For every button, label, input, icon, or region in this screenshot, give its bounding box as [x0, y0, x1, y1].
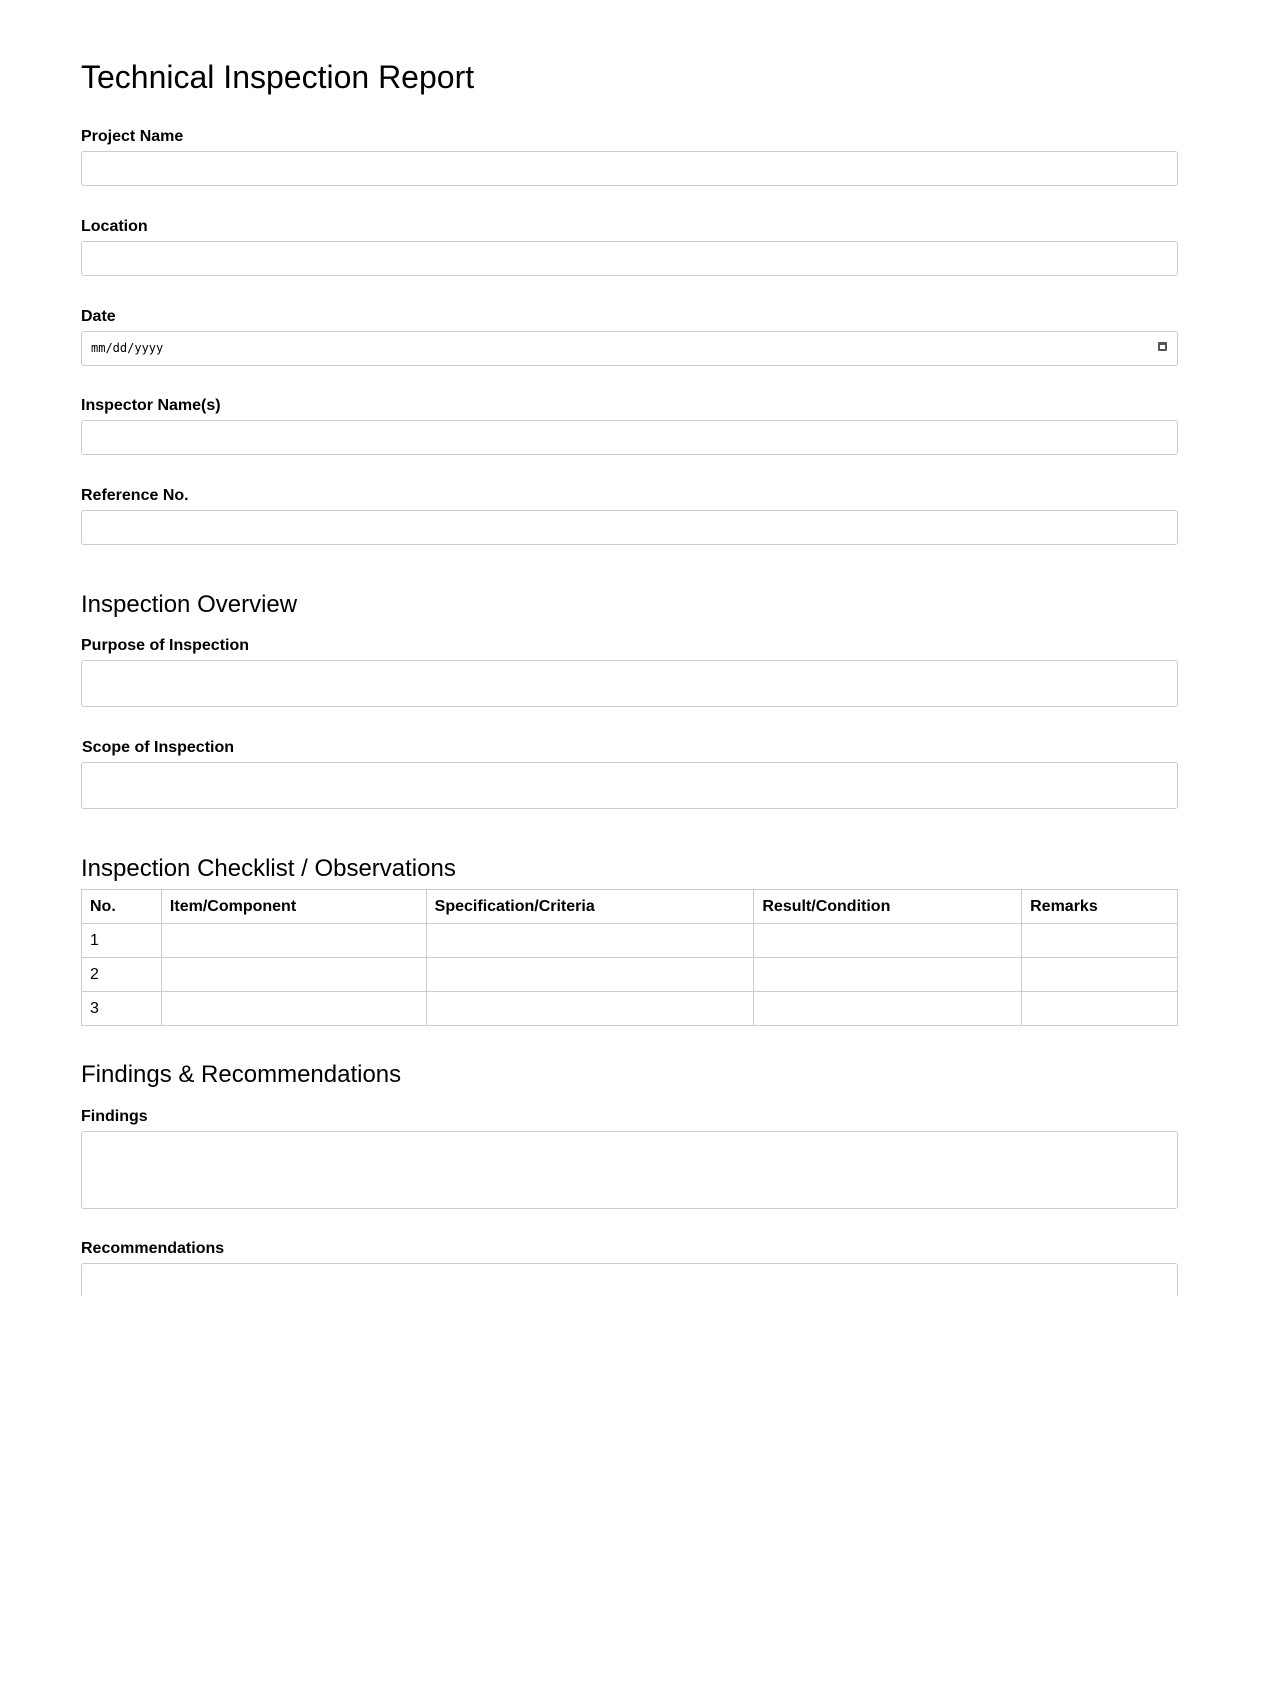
column-header: Item/Component — [161, 890, 426, 924]
reference-label: Reference No. — [81, 487, 189, 504]
findings-textarea[interactable] — [81, 1131, 1178, 1209]
calendar-icon[interactable] — [1158, 342, 1167, 351]
table-cell[interactable] — [1022, 924, 1178, 958]
reference-no-input[interactable] — [81, 510, 1178, 545]
recommendations-textarea[interactable] — [81, 1263, 1178, 1296]
findings-heading: Findings & Recommendations — [81, 1061, 402, 1088]
table-header-row — [82, 890, 1178, 924]
checklist-table — [81, 889, 1178, 1026]
page-title: Technical Inspection Report — [81, 59, 475, 95]
table-cell[interactable] — [426, 992, 754, 1026]
purpose-label: Purpose of Inspection — [81, 637, 250, 654]
row-number: 3 — [82, 992, 162, 1026]
table-cell[interactable] — [754, 958, 1022, 992]
inspector-name-input[interactable] — [81, 420, 1178, 455]
row-number: 1 — [82, 924, 162, 958]
inspector-label: Inspector Name(s) — [81, 397, 221, 414]
table-cell[interactable] — [426, 958, 754, 992]
column-header: Result/Condition — [754, 890, 1022, 924]
table-row — [82, 924, 1178, 958]
column-header: Remarks — [1022, 890, 1178, 924]
date-label: Date — [81, 308, 116, 325]
purpose-textarea[interactable] — [81, 660, 1178, 707]
table-cell[interactable] — [754, 924, 1022, 958]
date-input[interactable] — [81, 331, 1178, 366]
location-input[interactable] — [81, 241, 1178, 276]
table-cell[interactable] — [426, 924, 754, 958]
table-cell[interactable] — [161, 924, 426, 958]
date-placeholder: mm/dd/yyyy — [91, 341, 164, 355]
project-name-label: Project Name — [81, 128, 184, 145]
table-cell[interactable] — [161, 992, 426, 1026]
table-cell[interactable] — [754, 992, 1022, 1026]
findings-label: Findings — [81, 1108, 148, 1125]
overview-heading: Inspection Overview — [81, 591, 298, 618]
project-name-input[interactable] — [81, 151, 1178, 186]
row-number: 2 — [82, 958, 162, 992]
table-cell[interactable] — [161, 958, 426, 992]
column-header: No. — [82, 890, 162, 924]
scope-label: Scope of Inspection — [82, 739, 235, 756]
table-cell[interactable] — [1022, 958, 1178, 992]
recommendations-label: Recommendations — [81, 1240, 225, 1257]
table-cell[interactable] — [1022, 992, 1178, 1026]
table-row — [82, 958, 1178, 992]
location-label: Location — [81, 218, 148, 235]
checklist-heading: Inspection Checklist / Observations — [81, 855, 456, 882]
table-row — [82, 992, 1178, 1026]
column-header: Specification/Criteria — [426, 890, 754, 924]
scope-textarea[interactable] — [81, 762, 1178, 809]
